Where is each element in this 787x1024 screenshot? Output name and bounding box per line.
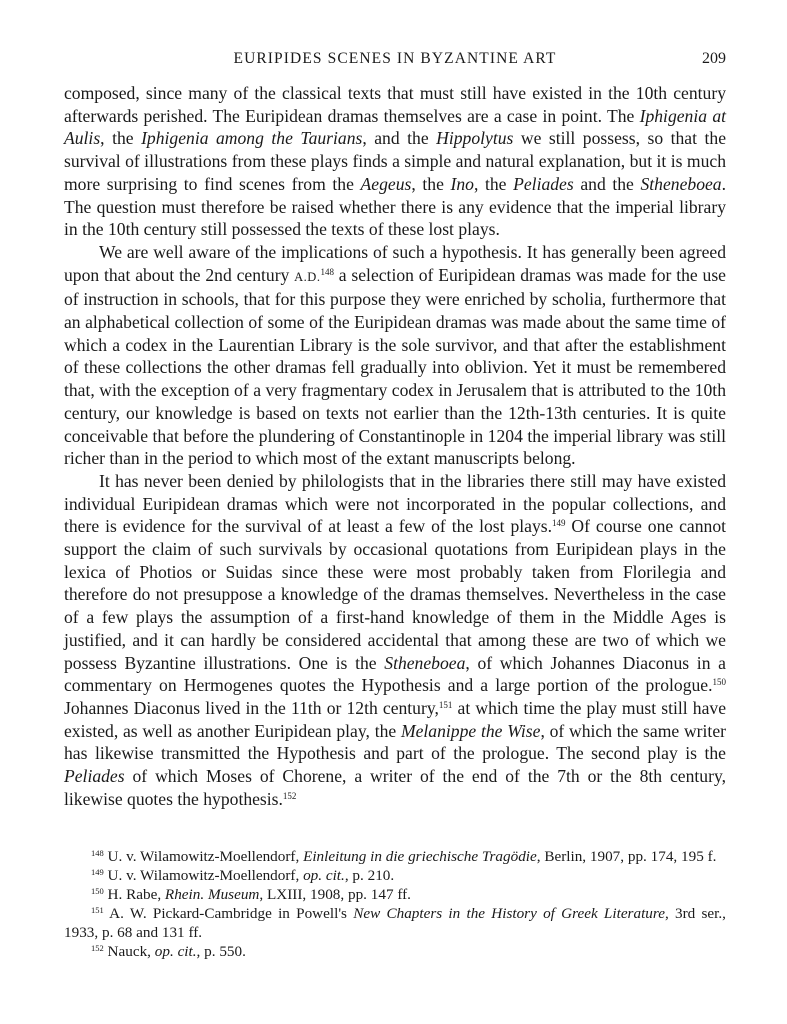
play-title-melanippe: Melanippe the Wise xyxy=(400,720,541,741)
footnote-title: op. cit. xyxy=(303,866,345,884)
text-span: , the xyxy=(100,128,142,149)
era-abbreviation: A.D. xyxy=(294,269,321,284)
footnote-151 xyxy=(64,905,726,943)
footnote-ref-149[interactable]: 149 xyxy=(552,518,566,529)
footnote-text: , 3rd ser., 1933, p. 68 and 131 ff. xyxy=(64,904,726,941)
text-span: a selection of Euripidean dramas was made for the use of instruction in schools, that for this purpose they were enriched by scholia, furthermore that an alphabetical collection of some of the Euripidean dramas was made about the same time of which a codex in the Laurentian Library is the sole survivor, and that after the establishment of these collections the other dramas fell gradually into oblivion. Yet it must be remembered that, with the exception of a very fragmentary codex in Jerusalem that is attributed to the 10th century, our knowledge is based on texts not earlier than the 12th-13th centuries. It is quite conceivable that before the plundering of Constantinople in 1204 the imperial library was still richer than in the period to which most of the extant manuscripts belong. xyxy=(64,264,726,469)
footnote-number: 151 xyxy=(91,904,104,915)
footnote-number: 152 xyxy=(91,942,104,953)
footnote-ref-150[interactable]: 150 xyxy=(712,677,726,688)
text-span: and the xyxy=(573,173,641,194)
footnote-149 xyxy=(64,867,726,886)
footnote-number: 150 xyxy=(91,885,104,896)
footnote-number: 148 xyxy=(91,848,104,858)
footnote-text: U. v. Wilamowitz-Moellendorf, xyxy=(103,848,304,865)
footnote-text: , p. 210. xyxy=(344,866,395,884)
text-span: . The question must therefore be raised whether there is any evidence that the imperial library in the 10th century still possessed the texts of these lost plays. xyxy=(64,173,727,240)
body-text xyxy=(64,82,726,811)
text-span: we still possess, so that the survival of illustrations from these plays finds a simple and natural explanation, but it is much more surprising to find scenes from the xyxy=(64,128,727,194)
footnote-148 xyxy=(64,848,726,867)
footnote-title: op. cit. xyxy=(154,942,197,960)
footnotes xyxy=(64,848,726,961)
footnote-text: , LXIII, 1908, pp. 147 ff. xyxy=(259,885,411,903)
footnote-152 xyxy=(64,943,726,962)
running-title: EURIPIDES SCENES IN BYZANTINE ART xyxy=(233,50,557,67)
play-title-iphigenia-taurians: Iphigenia among the Taurians xyxy=(141,128,363,149)
footnote-text: Nauck, xyxy=(103,942,155,960)
paragraph-3 xyxy=(64,470,726,811)
footnote-number: 149 xyxy=(91,866,104,877)
text-span: Of course one cannot support the claim of such survivals by occasional quotations from Euripidean plays in the lexica of Photios or Suidas since these were most probably taken from Florilegia and therefore do not presuppose a knowledge of the dramas themselves. Nevertheless in the case of a few plays the assumption of a first-hand knowledge of them in the Middle Ages is justified, and it can hardly be considered accidental that among these are two of which we possess Byzantine illustrations. One is the xyxy=(64,516,726,673)
play-title-peliades: Peliades xyxy=(64,766,125,787)
page-number: 209 xyxy=(702,50,726,67)
paragraph-1 xyxy=(64,82,726,241)
footnote-title: Rhein. Museum xyxy=(164,885,260,903)
play-title-iphigenia-aulis: Iphigenia at Aulis xyxy=(64,105,726,149)
footnote-text: U. v. Wilamowitz-Moellendorf, xyxy=(103,866,304,884)
text-span: Johannes Diaconus lived in the 11th or 12th century, xyxy=(64,697,439,718)
footnote-text: , p. 550. xyxy=(196,942,246,960)
play-title-stheneboea: Stheneboea xyxy=(640,173,722,194)
footnote-ref-152[interactable]: 152 xyxy=(282,790,297,801)
text-span: , of which the same writer has likewise transmitted the Hypothesis and part of the prologue. The second play is the xyxy=(64,720,726,764)
play-title-hippolytus: Hippolytus xyxy=(436,128,514,149)
text-span: It has never been denied by philologists that in the libraries there still may have existed individual Euripidean dramas which were not incorporated in the popular collections, and there is evidence for the survival of at least a few of the lost plays. xyxy=(64,470,726,537)
text-span: , the xyxy=(473,173,514,194)
play-title-peliades: Peliades xyxy=(513,173,574,194)
text-span: of which Moses of Chorene, a writer of the end of the 7th or the 8th century, likewise quotes the hypothesis. xyxy=(64,766,726,809)
play-title-ino: Ino xyxy=(450,173,474,194)
footnote-ref-148[interactable]: 148 xyxy=(320,266,334,277)
play-title-aegeus: Aegeus xyxy=(360,173,412,194)
footnote-title: Einleitung in die griechische Tragödie xyxy=(303,848,537,865)
text-span: , of which Johannes Diaconus in a commentary on Hermogenes quotes the Hypothesis and a large portion of the prologue. xyxy=(64,652,726,696)
footnote-150 xyxy=(64,886,726,905)
play-title-stheneboea: Stheneboea xyxy=(384,652,466,673)
text-span: at which time the play must still have existed, as well as another Euripidean play, the xyxy=(64,697,726,741)
text-span: , the xyxy=(411,173,451,194)
footnote-text: H. Rabe, xyxy=(103,885,165,903)
footnote-title: New Chapters in the History of Greek Literature xyxy=(353,904,665,922)
text-span: We are well aware of the implications of such a hypothesis. It has generally been agreed upon that about the 2nd century xyxy=(64,241,726,285)
footnote-text: A. W. Pickard-Cambridge in Powell's xyxy=(103,904,354,922)
text-span: composed, since many of the classical texts that must still have existed in the 10th century afterwards perished. The Euripidean dramas themselves are a case in point. The xyxy=(64,83,726,126)
footnote-ref-151[interactable]: 151 xyxy=(438,699,453,710)
text-span: , and the xyxy=(362,128,437,149)
paragraph-2 xyxy=(64,241,726,470)
footnote-text: , Berlin, 1907, pp. 174, 195 f. xyxy=(536,848,717,865)
running-head xyxy=(64,50,726,72)
